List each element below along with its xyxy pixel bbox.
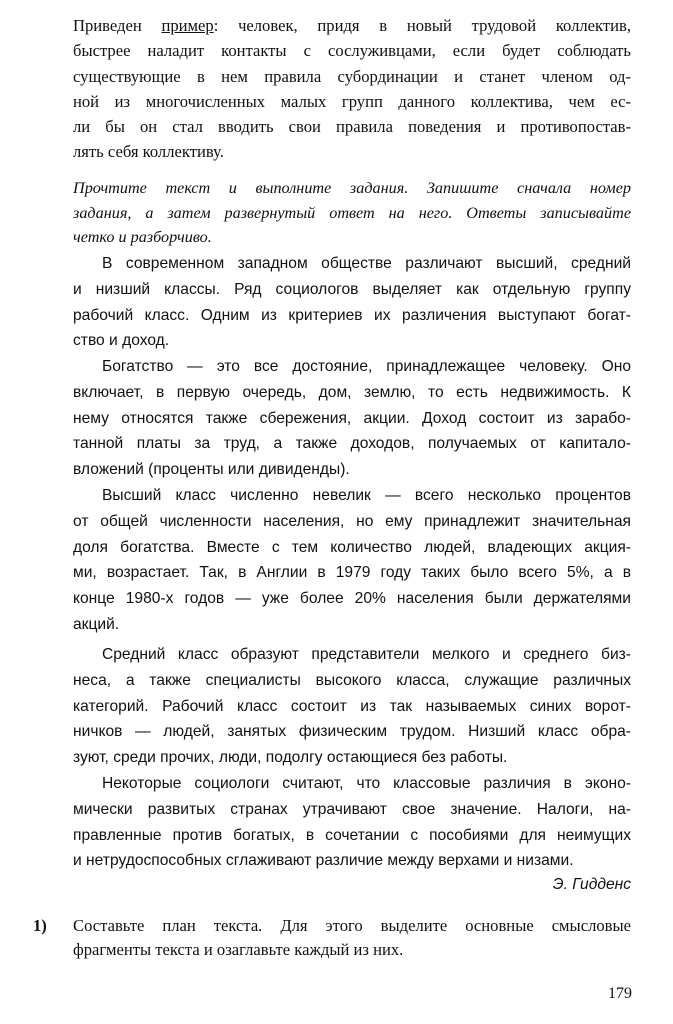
page-number: 179	[608, 985, 632, 1002]
text-line: ли бы он стал вводить свои правила поведения и противопостав-	[73, 117, 631, 137]
text-line: неса, а также специалисты высокого класса, служащие различных	[73, 671, 631, 689]
text-line: зуют, среди прочих, люди, подолгу остающиеся без работы.	[73, 749, 508, 767]
underlined-word: пример	[161, 16, 214, 35]
text-paragraph-2	[73, 354, 631, 483]
text-paragraph-3	[73, 483, 631, 638]
text-line: акций.	[73, 615, 120, 633]
text-line: лять себя коллективу.	[73, 142, 224, 162]
text-line: В современном западном обществе различают высший, средний	[102, 255, 631, 272]
task-instruction	[73, 176, 631, 250]
text-line: и нетрудоспособных сглаживают различие между верхами и низами.	[73, 852, 574, 870]
text-paragraph-1	[73, 251, 631, 354]
text-line: нему относятся также сбережения, акции. Доход состоит из зарабо-	[73, 409, 631, 427]
text-paragraph-5	[73, 771, 631, 874]
text-line: мически развитых странах утрачивают свое значение. Налоги, на-	[73, 800, 631, 818]
text-line: ной из многочисленных малых групп данного коллектива, чем ес-	[73, 91, 631, 111]
text-paragraph-4	[73, 642, 631, 771]
example-paragraph	[73, 13, 631, 165]
text-line: Некоторые социологи считают, что классовые различия в эконо-	[102, 775, 631, 792]
text-line: существующие в нем правила субординации и станет членом од-	[73, 66, 631, 86]
text-line: правленные против богатых, в сочетании с пособиями для неимущих	[73, 826, 631, 844]
source-author: Э. Гидденс	[552, 876, 631, 893]
text-line: доля богатства. Вместе с тем количество людей, владеющих акция-	[73, 538, 631, 556]
text-line: Составьте план текста. Для этого выделите основные смысловые	[73, 916, 631, 935]
text-line: ство и доход.	[73, 332, 170, 350]
text-line: категорий. Рабочий класс состоит из так называемых синих ворот-	[73, 697, 631, 715]
task-1	[33, 914, 631, 962]
text-line: фрагменты текста и озаглавьте каждый из них.	[73, 940, 404, 959]
text-line: Богатство — это все достояние, принадлежащее человеку. Оно	[102, 358, 631, 375]
task-number: 1)	[33, 916, 47, 935]
text-line: Прочтите текст и выполните задания. Запишите сначала номер	[73, 179, 631, 197]
text-line: конце 1980-х годов — уже более 20% населения были держателями	[73, 590, 631, 608]
text-line: вложений (проценты или дивиденды).	[73, 461, 350, 479]
text-line: ничков — людей, занятых физическим трудом. Низший класс обра-	[73, 723, 631, 741]
text-line: рабочий класс. Одним из критериев их различения выступают богат-	[73, 306, 631, 324]
text-line: Приведен пример: человек, придя в новый трудовой коллектив,	[73, 16, 631, 35]
text-line: от общей численности населения, но ему принадлежит значительная	[73, 512, 631, 530]
text-line: задания, а затем развернутый ответ на него. Ответы записывайте	[73, 203, 631, 222]
text-line: включает, в первую очередь, дом, землю, то есть недвижимость. К	[73, 383, 631, 401]
text-line: быстрее наладит контакты с сослуживцами, если будет соблюдать	[73, 41, 631, 61]
task-text	[73, 914, 631, 962]
text-line: ми, возрастает. Так, в Англии в 1979 году таких было всего 5%, а в	[73, 564, 631, 582]
text-line: Средний класс образуют представители мелкого и среднего биз-	[102, 646, 631, 663]
text-line: и низший классы. Ряд социологов выделяет как отдельную группу	[73, 280, 631, 298]
text-line: Высший класс численно невелик — всего несколько процентов	[102, 487, 631, 504]
text-line: танной платы за труд, а также доходов, получаемых от капитало-	[73, 435, 631, 453]
text-line: четко и разборчиво.	[73, 228, 212, 246]
